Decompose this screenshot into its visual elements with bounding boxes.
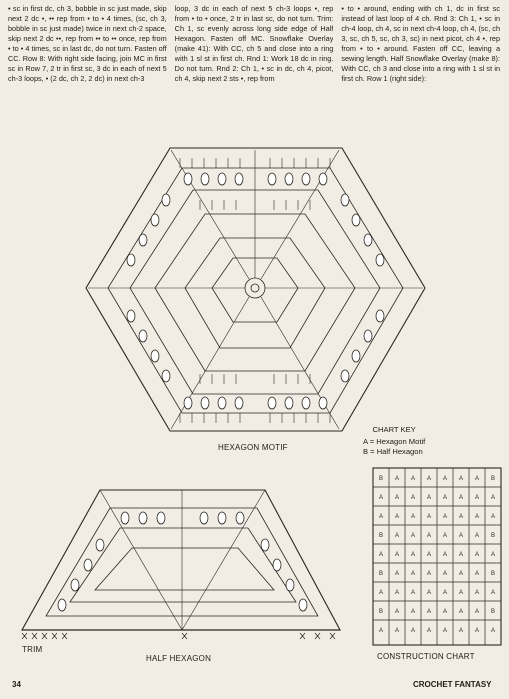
svg-text:A: A [394,609,400,615]
chart-key [363,425,425,457]
svg-text:A: A [458,590,464,596]
svg-text:A: A [394,552,400,558]
chart-key-a: A = Hexagon Motif [363,437,426,446]
svg-text:B: B [490,609,496,615]
svg-text:A: A [426,552,432,558]
svg-text:A: A [410,533,416,539]
svg-text:A: A [458,514,464,520]
svg-text:A: A [442,609,448,615]
svg-text:A: A [426,514,432,520]
svg-text:A: A [458,609,464,615]
hexagon-motif-chart [86,148,425,431]
construction-chart [373,468,501,645]
svg-text:A: A [378,514,384,520]
svg-text:A: A [442,533,448,539]
magazine-name: CROCHET FANTASY [413,680,492,689]
svg-text:A: A [442,514,448,520]
svg-text:A: A [442,628,448,634]
svg-text:A: A [474,514,480,520]
svg-text:B: B [378,533,384,539]
text-column-3: • to • around, ending with ch 1, dc in first sc instead of last loop of 4 ch. Rnd 3: Ch 1, • sc in ch-4 loop, ch 4, sc in next ch-4 loop, ch 4, (sc, ch 3, sc, ch 5, sc, ch 3, sc) in next picot, ch 4 •, rep from • to • around. Fasten off CC, leaving a sewing length. Half Snowflake Overlay (make 8): With CC, ch 3 and close into a ring with 1 sl st in first ch. Row 1 (right side): [341,4,501,83]
construction-chart-label: CONSTRUCTION CHART [377,652,475,661]
svg-text:A: A [378,495,384,501]
svg-text:B: B [378,609,384,615]
svg-text:A: A [410,628,416,634]
trim-label: TRIM [22,645,43,654]
svg-text:A: A [490,514,496,520]
svg-text:A: A [490,552,496,558]
chart-key-b: B = Half Hexagon [363,447,423,456]
svg-text:B: B [490,476,496,482]
chart-key-title: CHART KEY [372,425,416,434]
half-hexagon-chart [22,490,340,630]
svg-text:A: A [394,571,400,577]
svg-text:A: A [394,495,400,501]
svg-text:B: B [490,533,496,539]
svg-text:A: A [410,514,416,520]
page-number: 34 [12,680,21,689]
svg-text:A: A [378,590,384,596]
svg-text:A: A [442,495,448,501]
svg-text:A: A [394,628,400,634]
svg-text:A: A [378,628,384,634]
svg-text:A: A [458,476,464,482]
svg-text:B: B [490,571,496,577]
svg-text:A: A [378,552,384,558]
svg-text:A: A [426,628,432,634]
svg-text:A: A [458,533,464,539]
svg-text:A: A [474,552,480,558]
svg-text:A: A [490,628,496,634]
svg-text:A: A [442,571,448,577]
svg-text:A: A [442,476,448,482]
svg-text:A: A [490,495,496,501]
hexagon-motif-label: HEXAGON MOTIF [218,443,288,452]
bobble-stitches [127,173,384,409]
svg-text:A: A [394,476,400,482]
svg-text:A: A [474,476,480,482]
svg-text:A: A [458,495,464,501]
svg-text:A: A [474,609,480,615]
svg-text:A: A [394,533,400,539]
half-hexagon-label: HALF HEXAGON [146,654,212,663]
svg-text:A: A [426,495,432,501]
svg-text:A: A [426,476,432,482]
svg-text:A: A [442,552,448,558]
svg-text:A: A [410,495,416,501]
svg-text:A: A [458,628,464,634]
svg-text:B: B [378,571,384,577]
svg-text:A: A [458,552,464,558]
text-column-2: loop, 3 dc in each of next 5 ch-3 loops •, rep from • to • once, 2 tr in last sc, do not turn. Trim: Ch 1, sc evenly across long side edge of Half Hexagon. Fasten off MC. Snowflake Overlay (make 41): With CC, ch 5 and close into a ring with 1 sl st in first ch. Rnd 1: Work 18 dc in ring. Do not turn. Rnd 2: Ch 1, • sc in dc, ch 4, picot, ch 4, skip next 2 sts •, rep from [174,4,334,83]
svg-text:A: A [426,533,432,539]
svg-text:A: A [474,590,480,596]
svg-text:A: A [490,590,496,596]
svg-text:A: A [410,476,416,482]
svg-text:A: A [474,533,480,539]
svg-text:A: A [426,590,432,596]
svg-text:A: A [474,495,480,501]
svg-text:A: A [458,571,464,577]
svg-text:A: A [426,571,432,577]
svg-text:A: A [426,609,432,615]
svg-text:A: A [410,552,416,558]
svg-text:A: A [474,628,480,634]
svg-text:A: A [410,609,416,615]
text-column-1: • sc in first dc, ch 3, bobble in sc just made, skip next 2 dc •, •• rep from • to • 4 times, (sc, ch 3, bobble in sc just made) twice in next ch-2 space, skip next 2 dc ••, rep from •• to •• once, rep from • to • 4 times, sc in last dc, do not turn. Fasten off CC. Row 8: With right side facing, join MC in first sc in Row 7, 2 tr in first sc, 3 dc in each of next 5 ch-3 loops, • (2 dc, ch 2, 2 dc) in next ch-3 [8,4,167,83]
trim-row [22,633,335,639]
svg-text:A: A [394,514,400,520]
svg-text:A: A [410,571,416,577]
svg-text:A: A [474,571,480,577]
svg-text:B: B [378,476,384,482]
svg-text:A: A [410,590,416,596]
svg-text:A: A [442,590,448,596]
svg-text:A: A [394,590,400,596]
